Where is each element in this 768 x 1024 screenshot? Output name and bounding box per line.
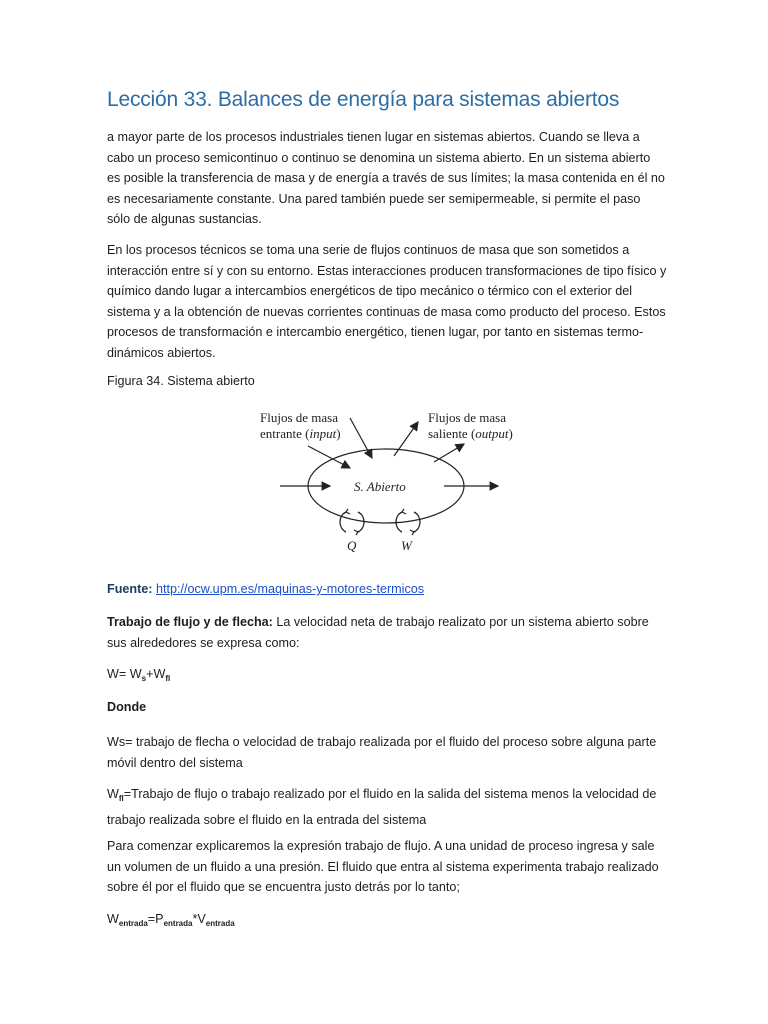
output-label-line1: Flujos de masa	[428, 410, 506, 425]
source-label: Fuente:	[107, 582, 153, 596]
flow-work-heading: Trabajo de flujo y de flecha:	[107, 615, 273, 629]
page-title: Lección 33. Balances de energía para sistemas abiertos	[107, 88, 620, 111]
heat-exchange-icon	[340, 509, 364, 535]
heat-label: Q	[347, 538, 357, 553]
paragraph-flow-work	[107, 612, 667, 653]
paragraph-shaft-work: Ws= trabajo de flecha o velocidad de trabajo realizada por el fluido del proceso sobre alguna parte móvil dentro del sistema	[107, 735, 657, 770]
donde-heading: Donde	[107, 700, 147, 714]
input-label-line1: Flujos de masa	[260, 410, 338, 425]
paragraph-processes: En los procesos técnicos se toma una serie de flujos continuos de masa que son sometidos a interacción entre sí y con su entorno. Estas interacciones producen transformaciones de tipo físico y químico dando lugar a intercambios energéticos de tipo mecánico o térmico con el exterior del sistema y a la obtención de nuevas corrientes continuas de masa como producto del proceso. Estos procesos de transformación e intercambio energético, tienen lugar, por tanto en sistemas termo-dinámicos abiertos.	[107, 243, 667, 360]
open-system-diagram	[258, 400, 518, 560]
work-label: W	[401, 538, 412, 553]
source-link[interactable]: http://ocw.upm.es/maquinas-y-motores-termicos	[155, 582, 425, 596]
outflow-arrow-top-right	[434, 444, 464, 462]
source-line	[107, 582, 424, 596]
work-formula: $W= W_s+W_{fl}$	[107, 667, 171, 683]
input-label-line2: entrante (input)	[260, 426, 341, 441]
output-label-line2: saliente (output)	[428, 426, 513, 441]
paragraph-intro: a mayor parte de los procesos industriales tienen lugar en sistemas abiertos. Cuando se lleva a cabo un proceso semicontinuo o continuo se denomina un sistema abierto. En un sistema abierto es posible la transferencia de masa y de energía a través de sus límites; la masa contenida en él no es necesariamente constante. Una pared también puede ser semipermeable, si permite el paso sólo de algunas sustancias.	[107, 130, 665, 227]
paragraph-flow-explanation: Para comenzar explicaremos la expresión trabajo de flujo. A una unidad de proceso ingresa y sale un volumen de un fluido a una presión. El fluido que entra al sistema experimenta trabajo realizado sobre él por el fluido que se encuentra justo detrás por lo tanto;	[107, 839, 659, 895]
figure-caption: Figura 34. Sistema abierto	[107, 374, 255, 388]
inflow-arrow-top-left	[308, 446, 350, 468]
paragraph-flow-work-def: $W_{fl}=Trabajo$ de flujo o trabajo realizado por el fluido en la salida del sistema menos la velocidad de trabajo realizada sobre el fluido en la entrada del sistema	[107, 787, 657, 827]
inlet-work-formula: $W_{entrada}=P_{entrada}*V_{entrada}$	[107, 912, 235, 928]
flow-work-text: La velocidad neta de trabajo realizato por un sistema abierto sobre sus alrededores se expresa como:	[107, 615, 649, 650]
system-label: S. Abierto	[354, 479, 406, 494]
